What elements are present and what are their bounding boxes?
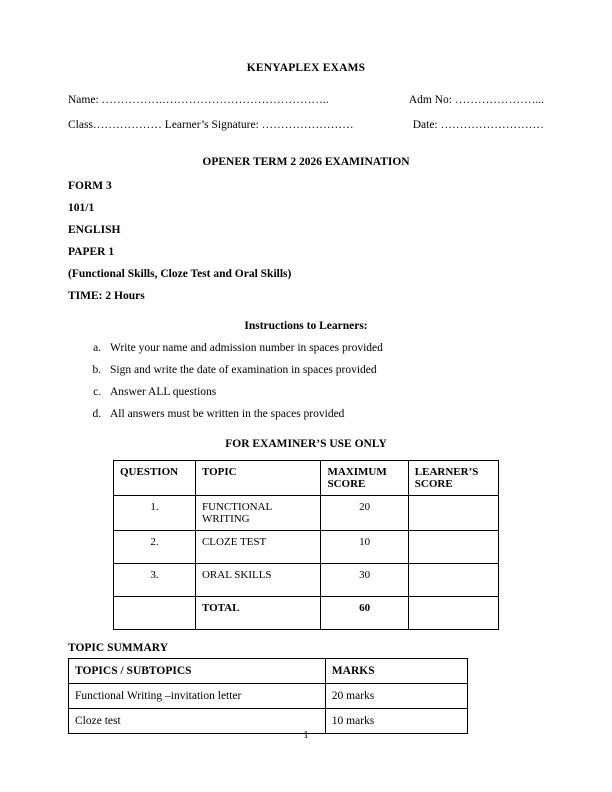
cell-learner-score[interactable] <box>408 531 498 564</box>
cell-question: 2. <box>114 531 196 564</box>
header-learner-score <box>408 461 498 496</box>
cell-maximum: 20 <box>321 496 408 531</box>
header-topics-subtopics: TOPICS / SUBTOPICS <box>69 659 326 684</box>
cell-question: 1. <box>114 496 196 531</box>
table-row <box>69 684 468 709</box>
meta-item: TIME: 2 Hours <box>68 290 145 302</box>
cell-learner-score-total[interactable] <box>408 597 498 630</box>
cell-maximum-total: 60 <box>321 597 408 630</box>
class-signature-field-label: Class……………… Learner’s Signature: …………………… <box>68 119 354 131</box>
header-maximum-line1: MAXIMUM <box>327 466 387 478</box>
instructions-title: Instructions to Learners: <box>244 320 368 332</box>
table-row <box>114 496 499 531</box>
cell-topic: ORAL SKILLS <box>195 564 321 597</box>
instruction-item: c. Answer ALL questions <box>104 386 544 398</box>
cell-topic: Cloze test <box>69 709 326 734</box>
table-header-row <box>69 659 468 684</box>
table-header-row <box>114 461 499 496</box>
admission-field-label: Adm No: …………………... <box>408 94 544 106</box>
examiner-use-table <box>113 460 499 630</box>
table-row <box>114 564 499 597</box>
cell-marks: 10 marks <box>325 709 467 734</box>
header-marks: MARKS <box>325 659 467 684</box>
date-field-label: Date: ……………………… <box>412 119 544 131</box>
cell-maximum: 10 <box>321 531 408 564</box>
page-number: 1 <box>303 730 309 741</box>
instruction-item: d. All answers must be written in the spaces provided <box>104 408 544 420</box>
header-maximum-score <box>321 461 408 496</box>
document-body <box>68 62 544 734</box>
name-admission-line <box>68 94 544 106</box>
header-learner-line1: LEARNER’S <box>414 466 479 478</box>
table-row-total <box>114 597 499 630</box>
name-field-label: Name: …………….…………………………………….. <box>68 94 329 106</box>
meta-item: 101/1 <box>68 202 95 214</box>
exam-heading: OPENER TERM 2 2026 EXAMINATION <box>202 156 410 168</box>
class-date-line <box>68 119 544 131</box>
instruction-item: b. Sign and write the date of examination in spaces provided <box>104 364 544 376</box>
header-learner-line2: SCORE <box>414 478 453 490</box>
meta-item: (Functional Skills, Cloze Test and Oral Skills) <box>68 268 292 280</box>
page-title: KENYAPLEX EXAMS <box>246 62 366 74</box>
meta-item: ENGLISH <box>68 224 121 236</box>
cell-maximum: 30 <box>321 564 408 597</box>
meta-item: FORM 3 <box>68 180 112 192</box>
table-row <box>114 531 499 564</box>
topic-summary-title: TOPIC SUMMARY <box>68 642 169 654</box>
cell-topic: Functional Writing –invitation letter <box>69 684 326 709</box>
meta-item: PAPER 1 <box>68 246 115 258</box>
instructions-list <box>86 342 544 420</box>
cell-topic: CLOZE TEST <box>195 531 321 564</box>
exam-meta-list <box>68 180 544 302</box>
cell-topic: FUNCTIONAL WRITING <box>195 496 321 531</box>
topic-summary-table <box>68 658 468 734</box>
cell-question <box>114 597 196 630</box>
cell-learner-score[interactable] <box>408 564 498 597</box>
cell-question: 3. <box>114 564 196 597</box>
cell-marks: 20 marks <box>325 684 467 709</box>
header-maximum-line2: SCORE <box>327 478 366 490</box>
examiner-section-title: FOR EXAMINER’S USE ONLY <box>225 438 387 450</box>
cell-topic-total: TOTAL <box>195 597 321 630</box>
instruction-item: a. Write your name and admission number in spaces provided <box>104 342 544 354</box>
cell-learner-score[interactable] <box>408 496 498 531</box>
header-topic: TOPIC <box>195 461 321 496</box>
header-question: QUESTION <box>114 461 196 496</box>
